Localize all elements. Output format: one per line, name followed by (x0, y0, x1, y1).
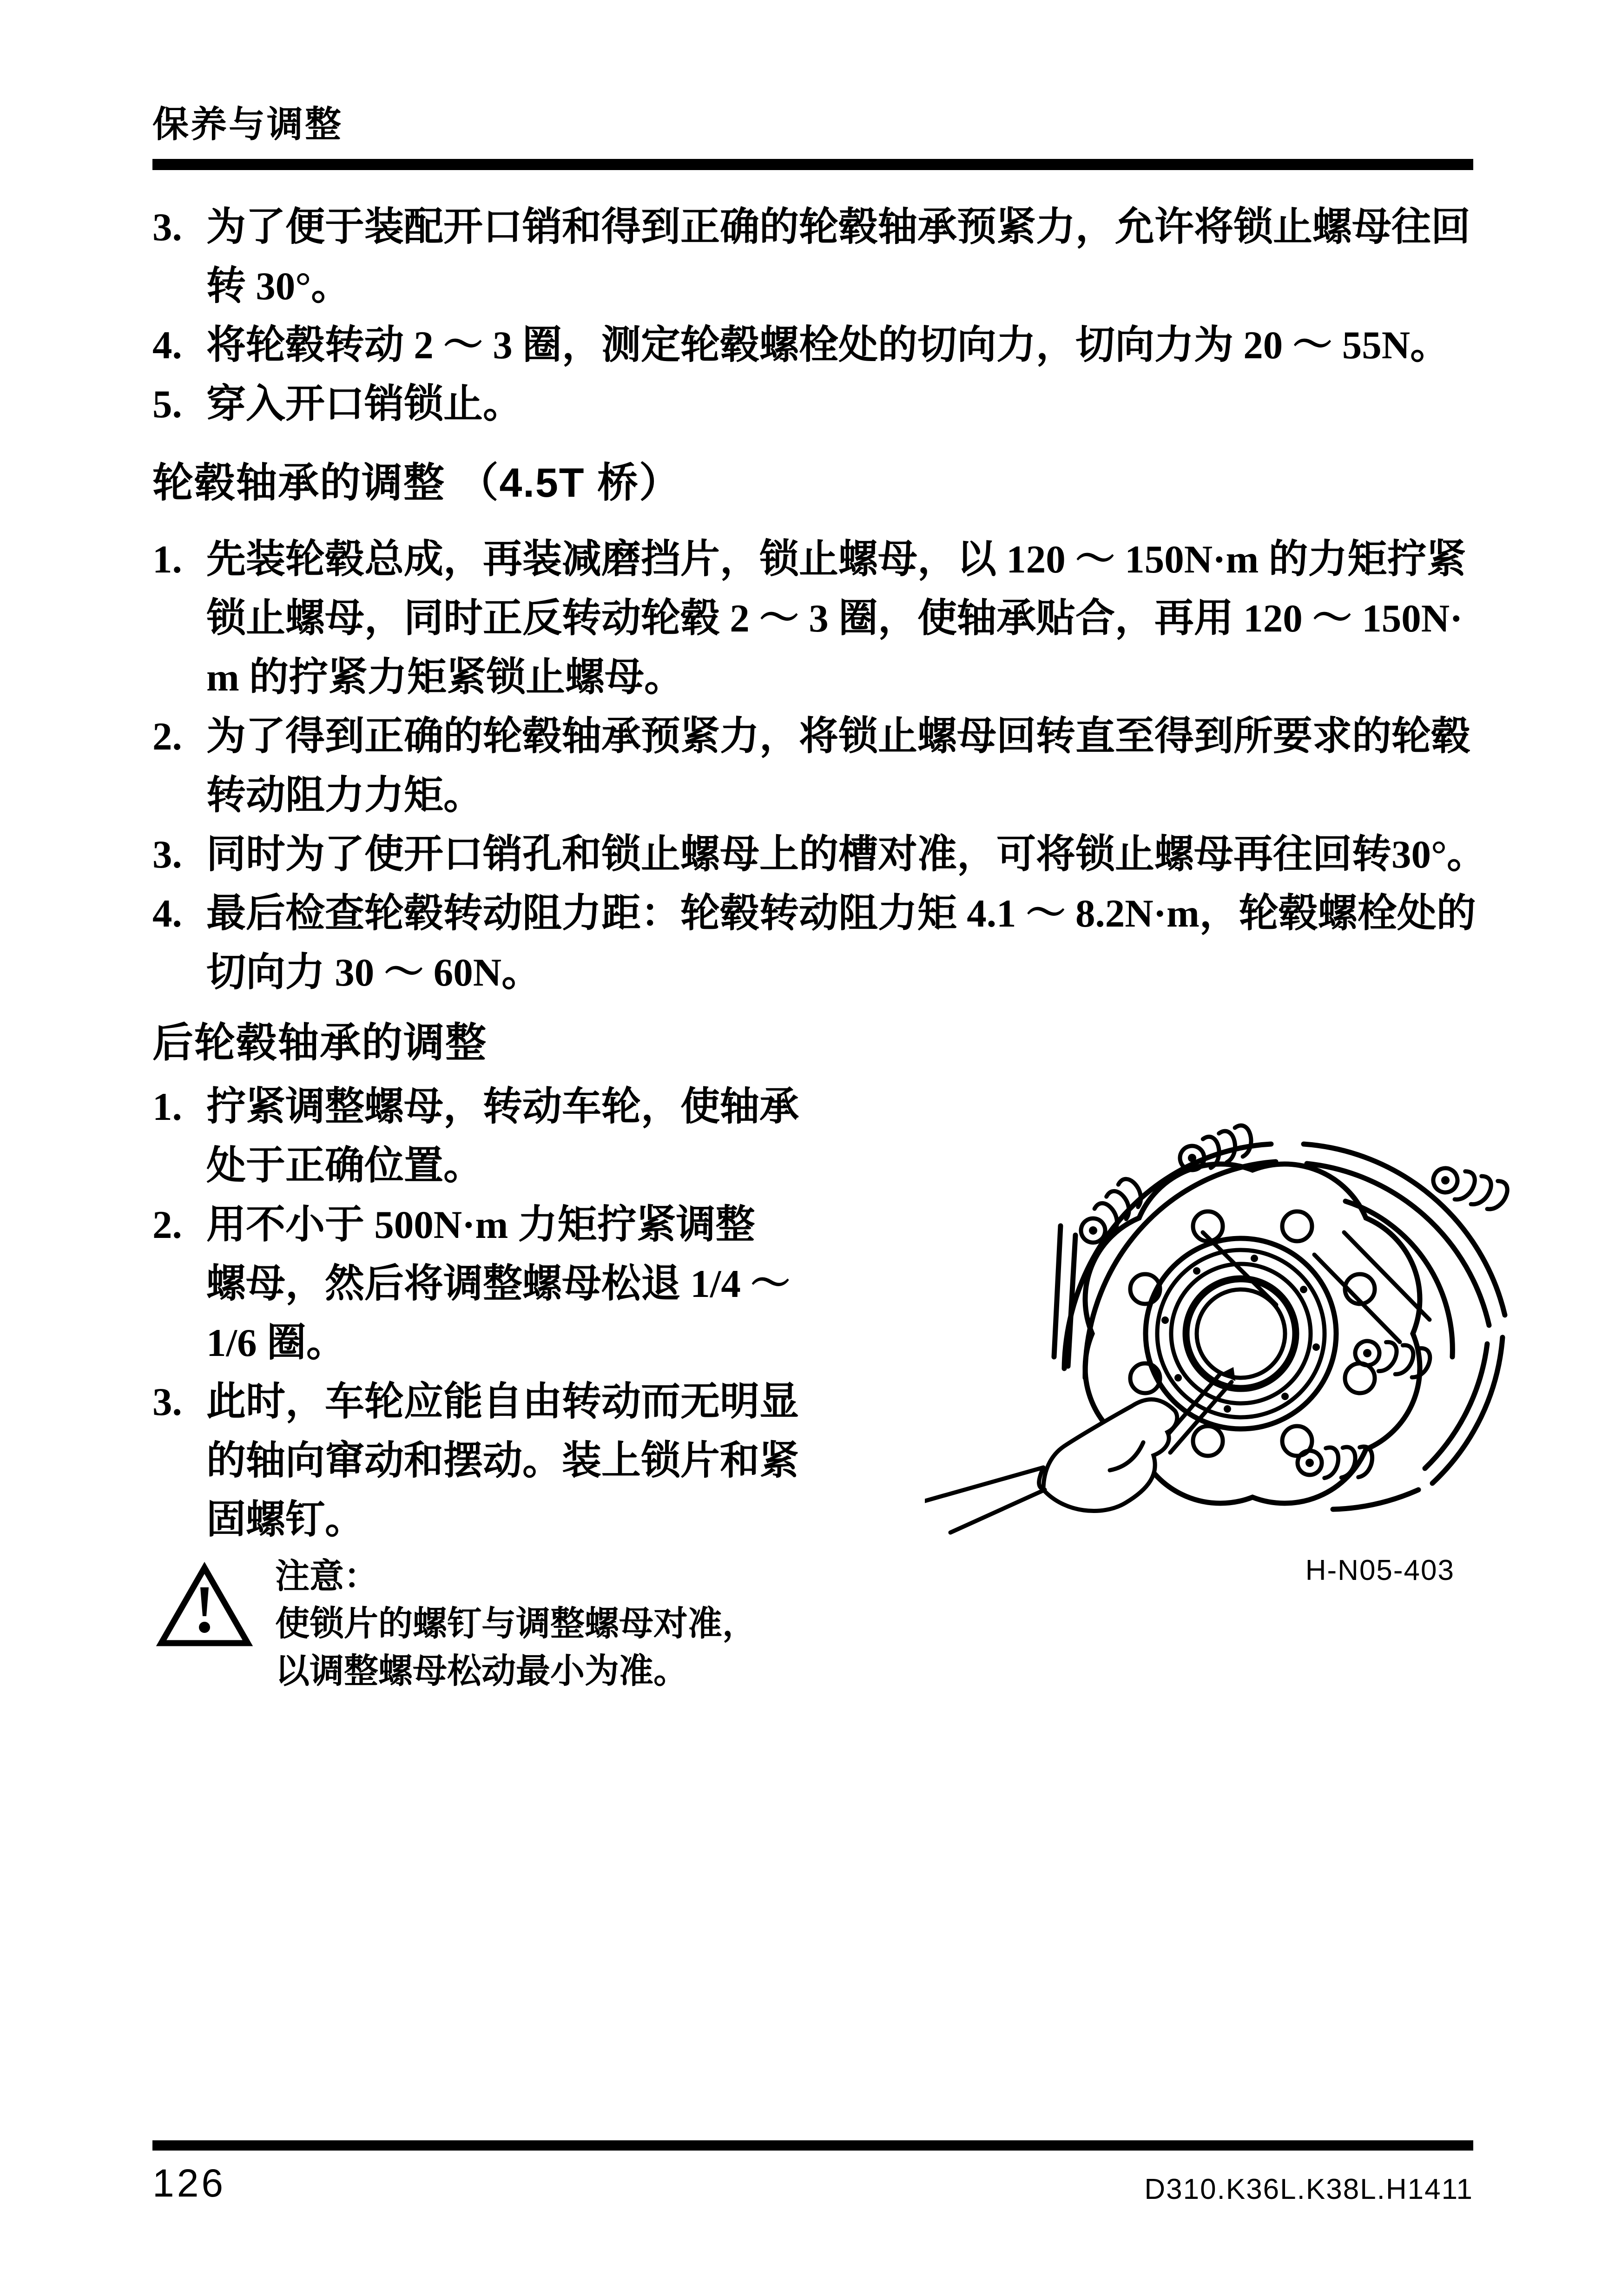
list-item-line: 固螺钉。 (206, 1498, 365, 1542)
list-item-line: 切向力 30 ～ 60N。 (206, 951, 541, 994)
list-item (152, 884, 1476, 1002)
list-item (152, 375, 1473, 434)
hand-drawing (925, 1400, 1177, 1533)
document-code: D310.K36L.K38L.H1411 (1144, 2173, 1473, 2205)
list-item-line: 的轴向窜动和摆动。装上锁片和紧 (206, 1439, 799, 1483)
list-item-line: 处于正确位置。 (206, 1144, 483, 1188)
list-item-line: 此时，车轮应能自由转动而无明显 (206, 1380, 799, 1424)
footer-rule (152, 2140, 1473, 2151)
wheel-hub-figure (925, 1115, 1548, 1538)
list-item-number: 3. (152, 205, 182, 249)
list-item (152, 316, 1473, 375)
list-item-line: 拧紧调整螺母，转动车轮，使轴承 (206, 1085, 799, 1129)
list-item-number: 2. (152, 1203, 182, 1247)
list-item-number: 3. (152, 1380, 182, 1424)
list-item-line: 螺母，然后将调整螺母松退 1/4 ～ (206, 1262, 791, 1306)
list-item-number: 1. (152, 538, 182, 581)
intro-list (152, 198, 1473, 434)
hub-bearing-rings (1146, 1238, 1336, 1429)
list-item-line: 1/6 圈。 (206, 1321, 346, 1365)
list-item-line: 转动阻力力矩。 (206, 774, 483, 817)
list-item-line: 将轮毂转动 2 ～ 3 圈，测定轮毂螺栓处的切向力，切向力为 20 ～ 55N。 (206, 323, 1450, 367)
warning-title: 注意： (275, 1557, 378, 1595)
page-number: 126 (152, 2161, 226, 2205)
front-hub-list (152, 530, 1486, 1002)
list-item (152, 825, 1486, 884)
list-item-number: 3. (152, 833, 182, 876)
list-item-number: 2. (152, 715, 182, 758)
list-item-line: 穿入开口销锁止。 (206, 382, 523, 426)
rear-hub-list (152, 1078, 827, 1550)
list-item (152, 1373, 827, 1550)
list-item-line: 锁止螺母，同时正反转动轮毂 2 ～ 3 圈，使轴承贴合，再用 120 ～ 150N· (206, 597, 1463, 640)
list-item (152, 1196, 827, 1373)
list-item (152, 198, 1473, 316)
list-item-line: 同时为了使开口销孔和锁止螺母上的槽对准，可将锁止螺母再往回转30°。 (206, 833, 1486, 876)
list-item-number: 5. (152, 382, 182, 426)
section-heading-rear-hub: 后轮毂轴承的调整 (152, 1020, 488, 1066)
warning-line: 以调整螺母松动最小为准。 (275, 1651, 688, 1690)
warning-note (275, 1553, 926, 1695)
list-item-line: 为了便于装配开口销和得到正确的轮毂轴承预紧力，允许将锁止螺母往回 (206, 205, 1471, 249)
list-item (152, 530, 1473, 707)
list-item-number: 4. (152, 323, 182, 367)
list-item-line: 转 30°。 (206, 264, 351, 308)
list-item-line: 用不小于 500N·m 力矩拧紧调整 (206, 1203, 755, 1247)
list-item-line: 为了得到正确的轮毂轴承预紧力，将锁止螺母回转直至得到所要求的轮毂 (206, 715, 1471, 758)
warning-line: 使锁片的螺钉与调整螺母对准， (275, 1604, 757, 1643)
header-rule (152, 159, 1473, 170)
list-item-line: 先装轮毂总成，再装减磨挡片，锁止螺母，以 120 ～ 150N·m 的力矩拧紧 (206, 538, 1466, 581)
list-item-number: 1. (152, 1085, 182, 1129)
page-header-title: 保养与调整 (152, 104, 343, 145)
figure-caption: H-N05-403 (1305, 1554, 1455, 1586)
section-heading-front-hub: 轮毂轴承的调整 （4.5T 桥） (152, 460, 681, 506)
warning-triangle-icon (156, 1561, 253, 1650)
list-item-line: 最后检查轮毂转动阻力距：轮毂转动阻力矩 4.1 ～ 8.2N·m，轮毂螺栓处的 (206, 892, 1476, 935)
list-item-number: 4. (152, 892, 182, 935)
list-item (152, 1078, 827, 1196)
list-item (152, 707, 1473, 825)
list-item-line: m 的拧紧力矩紧锁止螺母。 (206, 656, 684, 699)
